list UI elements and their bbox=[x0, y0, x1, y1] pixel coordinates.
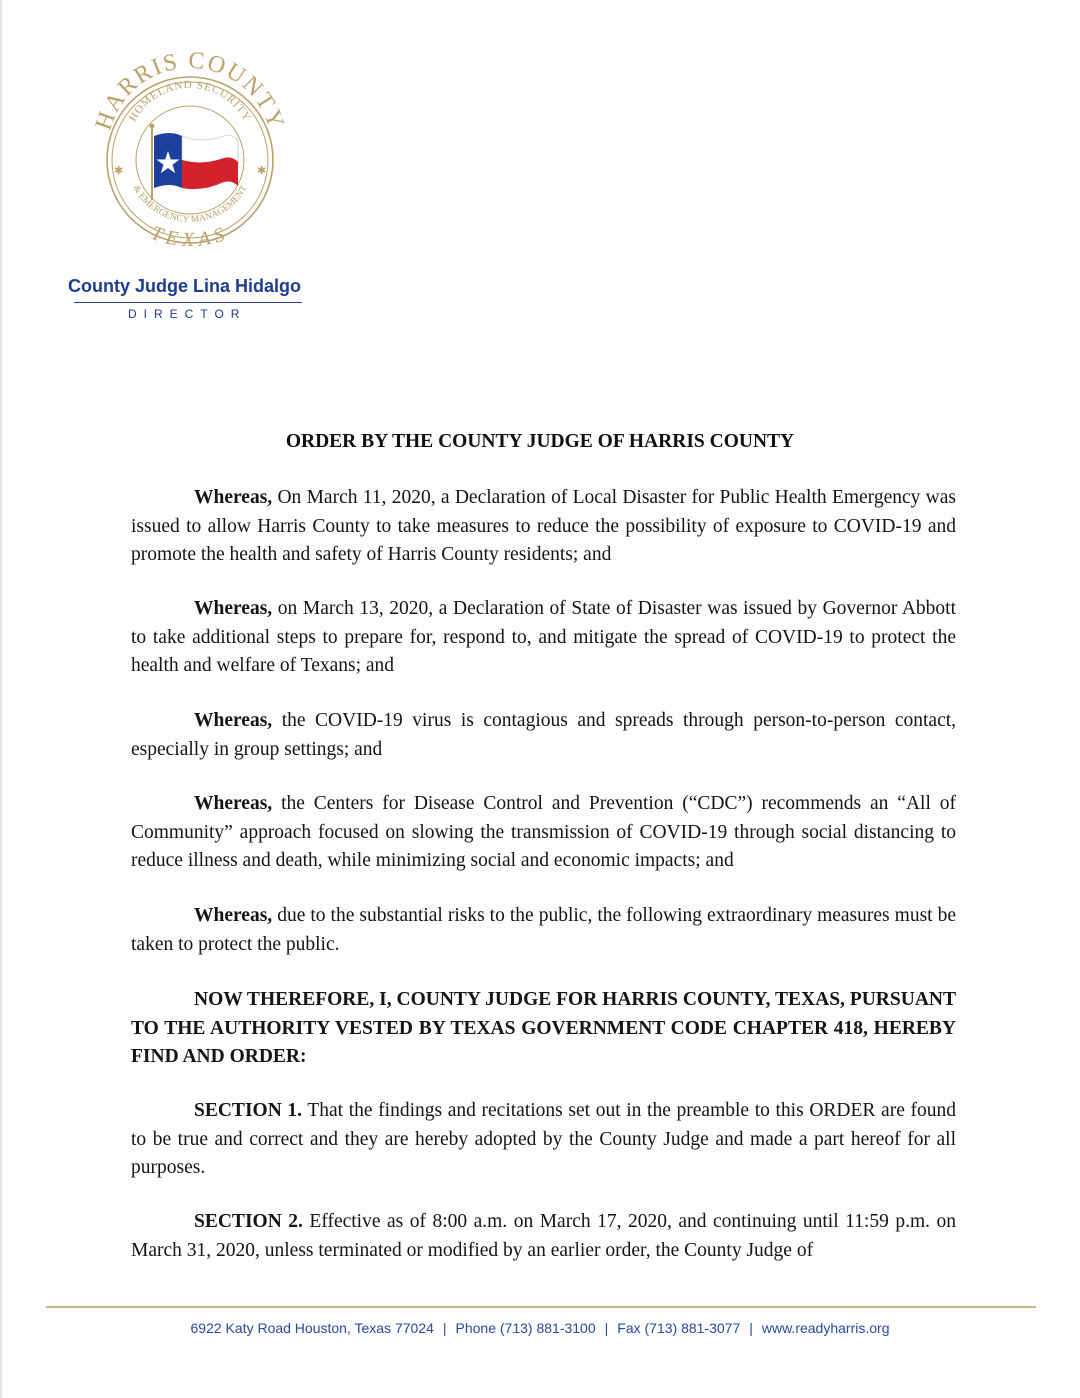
footer-address: 6922 Katy Road Houston, Texas 77024 bbox=[190, 1320, 434, 1336]
harris-county-seal-logo bbox=[90, 50, 290, 270]
paragraph-lead: Whereas, bbox=[194, 710, 273, 731]
footer-website-link[interactable]: www.readyharris.org bbox=[761, 1320, 890, 1336]
section-text: That the findings and recitations set out in the preamble to this ORDER are found to be true and correct and they are hereby adopted by the County Judge and made a part hereof for all purposes. bbox=[131, 1100, 956, 1178]
svg-text:& EMERGENCY MANAGEMENT bbox=[130, 184, 249, 225]
texas-flag-icon bbox=[154, 133, 238, 189]
paragraph-text: on March 13, 2020, a Declaration of State of Disaster was issued by Governor Abbott to take additional steps to prepare for, respond to, and mitigate the spread of COVID-19 to protect the health and welfare of Texans; and bbox=[131, 598, 957, 676]
header-divider bbox=[74, 302, 302, 303]
svg-text:HARRIS COUNTY bbox=[91, 50, 290, 133]
section-lead: SECTION 2. bbox=[194, 1211, 303, 1232]
order-statement: NOW THEREFORE, I, COUNTY JUDGE FOR HARRIS COUNTY, TEXAS, PURSUANT TO THE AUTHORITY VESTED BY TEXAS GOVERNMENT CODE CHAPTER 418, HEREBY FIND AND ORDER: bbox=[131, 989, 956, 1067]
paragraph-text: On March 11, 2020, a Declaration of Local Disaster for Public Health Emergency was issued to allow Harris County to take measures to reduce the possibility of exposure to COVID-19 and promote the health and safety of Harris County residents; and bbox=[131, 487, 956, 565]
paragraph-lead: Whereas, bbox=[194, 793, 273, 814]
footer-separator: | bbox=[442, 1320, 447, 1336]
whereas-paragraph-1 bbox=[131, 484, 956, 570]
whereas-paragraph-3 bbox=[131, 707, 956, 764]
paragraph-text: due to the substantial risks to the public, the following extraordinary measures must be taken to protect the public. bbox=[131, 905, 956, 955]
seal-left-star-icon: ✱ bbox=[114, 164, 124, 177]
section-lead: SECTION 1. bbox=[194, 1100, 303, 1121]
svg-text:TEXAS bbox=[148, 222, 232, 251]
whereas-paragraph-5 bbox=[131, 902, 956, 959]
footer-separator: | bbox=[604, 1320, 609, 1336]
page-edge bbox=[0, 0, 2, 1398]
footer-phone: Phone (713) 881-3100 bbox=[455, 1320, 596, 1336]
paragraph-lead: Whereas, bbox=[194, 598, 273, 619]
paragraph-text: the COVID-19 virus is contagious and spreads through person-to-person contact, especially in group settings; and bbox=[131, 710, 957, 760]
footer-fax: Fax (713) 881-3077 bbox=[617, 1320, 741, 1336]
section-2 bbox=[131, 1208, 956, 1265]
whereas-paragraph-2 bbox=[131, 595, 956, 681]
paragraph-lead: Whereas, bbox=[194, 905, 273, 926]
director-title: DIRECTOR bbox=[128, 307, 247, 321]
footer-contact-bar bbox=[0, 1320, 1080, 1336]
section-text: Effective as of 8:00 a.m. on March 17, 2020, and continuing until 11:59 p.m. on March 31, 2020, unless terminated or modified by an earlier order, the County Judge of bbox=[131, 1211, 956, 1261]
footer-separator: | bbox=[749, 1320, 753, 1336]
paragraph-text: the Centers for Disease Control and Prevention (“CDC”) recommends an “All of Community” approach focused on slowing the transmission of COVID-19 through social distancing to reduce illness and death, while minimizing social and economic impacts; and bbox=[131, 793, 956, 871]
seal-right-star-icon: ✱ bbox=[257, 164, 267, 177]
county-judge-name: County Judge Lina Hidalgo bbox=[68, 276, 301, 296]
document-title: ORDER BY THE COUNTY JUDGE OF HARRIS COUNTY bbox=[285, 431, 795, 452]
seal-top-arc: HARRIS COUNTY bbox=[90, 50, 290, 134]
section-1 bbox=[131, 1097, 956, 1183]
seal-bottom-arc: TEXAS bbox=[148, 221, 232, 252]
footer-divider bbox=[46, 1306, 1036, 1308]
seal-inner-bottom-arc: & EMERGENCY MANAGEMENT bbox=[130, 183, 250, 226]
paragraph-lead: Whereas, bbox=[194, 487, 273, 508]
seal-inner-top-arc: HOMELAND SECURITY bbox=[126, 78, 254, 124]
whereas-paragraph-4 bbox=[131, 790, 956, 876]
